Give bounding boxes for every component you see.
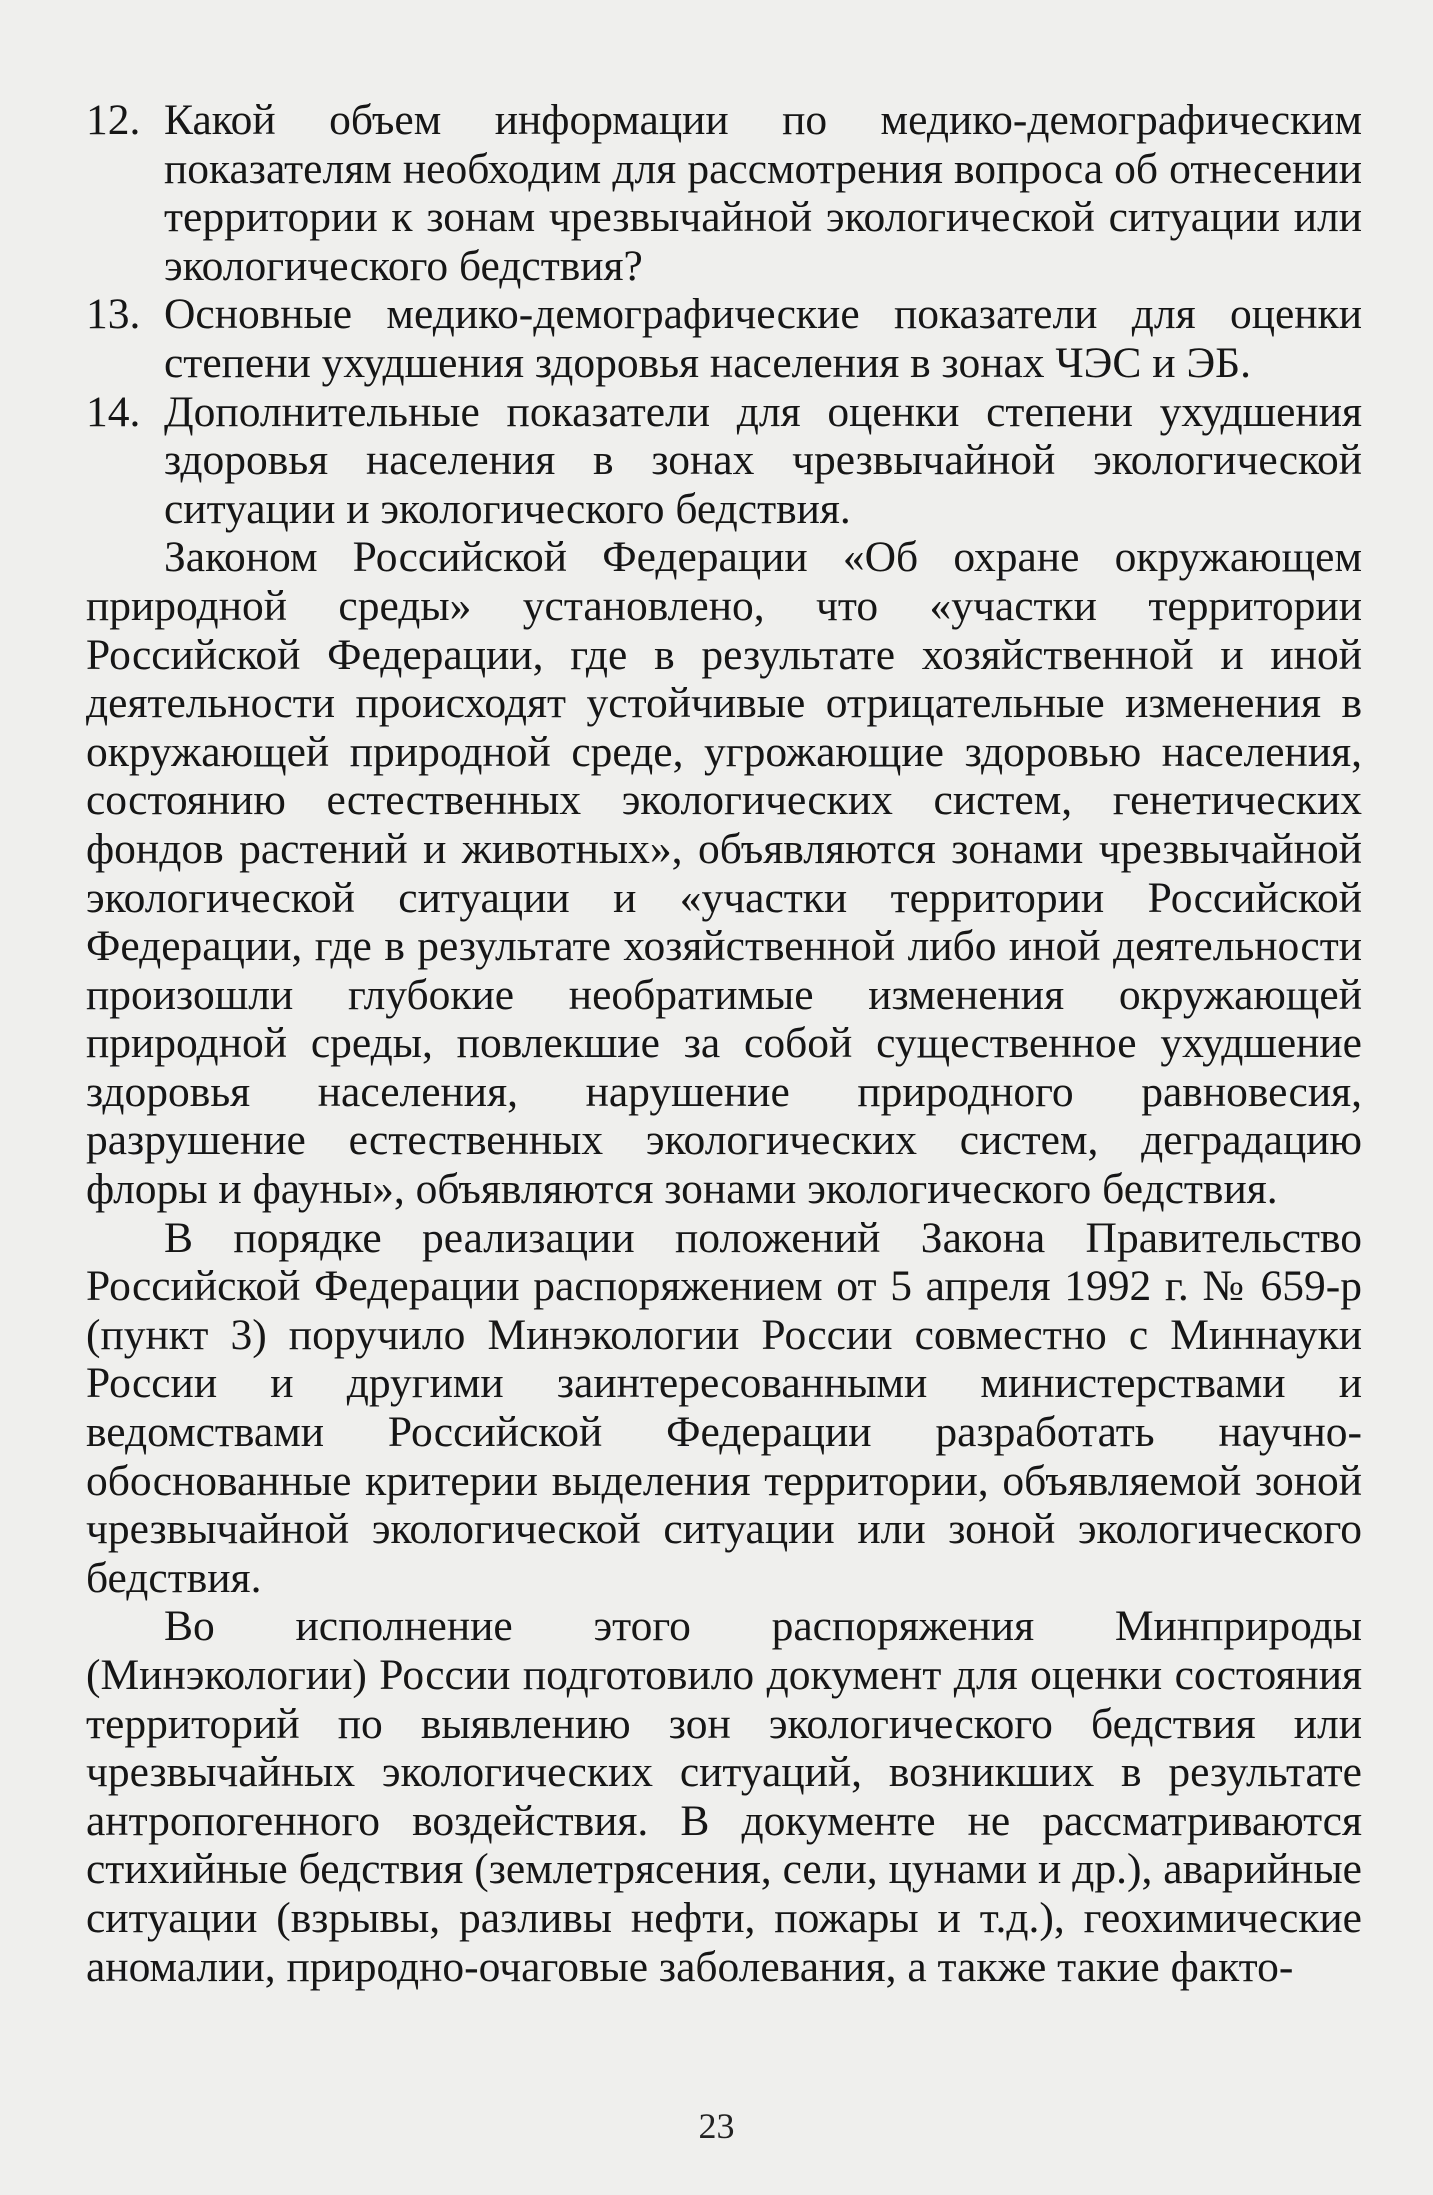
question-13 (86, 290, 1362, 387)
list-number: 12. (86, 96, 141, 144)
list-text: Дополнительные показатели для оценки степени ухудшения здоровья населения в зонах чрезвычайной экологической ситуации и экологического бедствия. (164, 387, 1362, 533)
page-body (86, 96, 1362, 1991)
list-text: Основные медико-демографические показатели для оценки степени ухудшения здоровья населения в зонах ЧЭС и ЭБ. (164, 290, 1362, 387)
list-number: 14. (86, 387, 141, 436)
list-text: Какой объем информации по медико-демографическим показателям необходим для рассмотрения вопроса об отнесении территории к зонам чрезвычайной экологической ситуации или экологического бедствия? (164, 96, 1362, 290)
list-number: 13. (86, 290, 141, 339)
page-number: 23 (698, 2106, 735, 2146)
paragraph-law-quote: Законом Российской Федерации «Об охране окружающем природной среды» установлено, что «участки территории Российской Федерации, где в результате хозяйственной и иной деятельности происходят устойчивые отрицательные изменения в окружающей природной среде, угрожающие здоровью населения, состоянию естественных экологических систем, генетических фондов растений и животных», объявляются зонами чрезвычайной экологической ситуации и «участки территории Российской Федерации, где в результате хозяйственной либо иной деятельности произошли глубокие необратимые изменения окружающей природной среды, повлекшие за собой существенное ухудшение здоровья населения, нарушение природного равновесия, разрушение естественных экологических систем, деградацию флоры и фауны», объявляются зонами экологического бедствия. (86, 533, 1362, 1214)
question-14 (86, 388, 1362, 534)
paragraph-ministry-document: Во исполнение этого распоряжения Минприроды (Минэкологии) России подготовило документ для оценки состояния территорий по выявлению зон экологического бедствия или чрезвычайных экологических ситуаций, возникших в результате антропогенного воздействия. В документе не рассматриваются стихийные бедствия (землетрясения, сели, цунами и др.), аварийные ситуации (взрывы, разливы нефти, пожары и т.д.), геохимические аномалии, природно-очаговые заболевания, а также такие факто- (86, 1602, 1362, 1991)
question-12 (86, 96, 1362, 290)
paragraph-government-order: В порядке реализации положений Закона Правительство Российской Федерации распоряжением от 5 апреля 1992 г. № 659-р (пункт 3) поручило Минэкологии России совместно с Миннауки России и другими заинтересованными министерствами и ведомствами Российской Федерации разработать научно-обоснованные критерии выделения территории, объявляемой зоной чрезвычайной экологической ситуации или зоной экологического бедствия. (86, 1213, 1362, 1602)
